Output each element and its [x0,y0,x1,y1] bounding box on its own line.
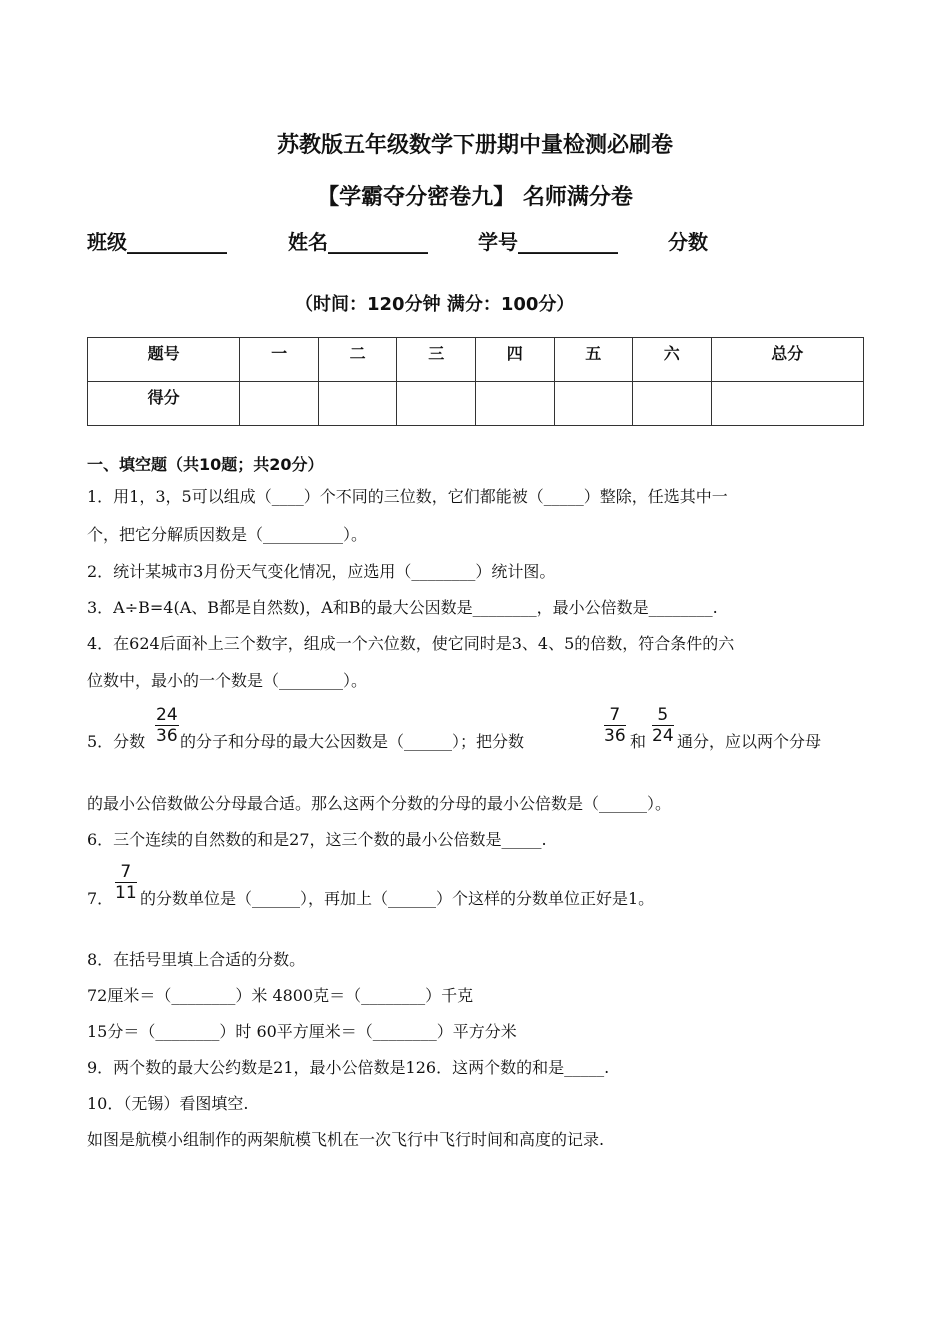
table-cell [554,382,633,426]
table-cell: 三 [397,338,476,382]
question-10-description: 如图是航模小组制作的两架航模飞机在一次飞行中飞行时间和高度的记录. [87,1130,605,1149]
question-1-line-2: 个，把它分解质因数是（__________）。 [87,525,368,544]
table-cell: 二 [318,338,397,382]
question-1-line-1: 1．用1，3，5可以组成（____）个不同的三位数，它们都能被（_____）整除，任选其中一 [87,487,728,506]
question-5-text-c: 和 [630,732,647,751]
name-field: 姓名__________ [288,230,428,254]
time-info: （时间：120分钟 满分：100分） [295,294,575,315]
fraction-numerator: 7 [115,862,137,883]
fraction-7-36 [604,705,626,746]
fraction-denominator: 36 [156,726,178,746]
fraction-numerator: 7 [604,705,626,726]
question-4-line-2: 位数中，最小的一个数是（________）。 [87,671,368,690]
table-cell [633,382,712,426]
question-5-text-b: 的分子和分母的最大公因数是（______）；把分数 [180,732,525,751]
question-8-row-1: 72厘米＝（________）米 4800克＝（________）千克 [87,986,474,1005]
question-9: 9．两个数的最大公约数是21，最小公倍数是126．这两个数的和是_____. [87,1058,610,1077]
table-cell: 一 [240,338,319,382]
question-5-text-d: 通分，应以两个分母 [677,732,822,751]
table-cell: 总分 [711,338,863,382]
fraction-denominator: 11 [115,883,137,903]
question-3: 3．A÷B=4(A、B都是自然数)，A和B的最大公因数是________，最小公倍数是________. [87,598,718,617]
fraction-denominator: 24 [652,726,674,746]
score-field: 分数 [668,230,708,254]
fraction-7-11 [115,862,137,903]
table-cell: 四 [475,338,554,382]
score-table-score-row [88,382,864,426]
table-cell [240,382,319,426]
question-6: 6．三个连续的自然数的和是27，这三个数的最小公倍数是_____. [87,830,547,849]
fraction-5-24 [652,705,674,746]
section-heading: 一、填空题（共10题；共20分） [87,455,324,474]
fraction-numerator: 5 [652,705,674,726]
table-cell: 得分 [88,382,240,426]
question-4-line-1: 4．在624后面补上三个数字，组成一个六位数，使它同时是3、4、5的倍数，符合条件的六 [87,634,735,653]
fraction-24-36 [155,705,179,746]
table-cell: 题号 [88,338,240,382]
table-cell [397,382,476,426]
question-5-line-2: 的最小公倍数做公分母最合适。那么这两个分数的分母的最小公倍数是（______）。 [87,794,672,813]
table-cell [711,382,863,426]
question-2: 2．统计某城市3月份天气变化情况，应选用（________）统计图。 [87,562,556,581]
table-cell: 五 [554,338,633,382]
table-cell: 六 [633,338,712,382]
paper-title: 苏教版五年级数学下册期中量检测必刷卷 [276,133,673,158]
question-7-text-b: 的分数单位是（______），再加上（______）个这样的分数单位正好是1。 [140,889,655,908]
score-table-header-row [88,338,864,382]
fraction-numerator: 24 [156,705,178,725]
question-5-text-a: 5．分数 [87,732,146,751]
question-10: 10．（无锡）看图填空. [87,1094,249,1113]
table-cell [475,382,554,426]
score-table [87,337,864,426]
paper-subtitle: 【学霸夺分密卷九】 名师满分卷 [317,185,633,210]
question-8-row-2: 15分＝（________）时 60平方厘米＝（________）平方分米 [87,1022,517,1041]
table-cell [318,382,397,426]
question-8: 8．在括号里填上合适的分数。 [87,950,306,969]
question-7-text-a: 7． [87,889,114,908]
fraction-denominator: 36 [604,726,626,746]
student-id-field: 学号__________ [478,230,618,254]
class-field: 班级__________ [87,230,227,254]
